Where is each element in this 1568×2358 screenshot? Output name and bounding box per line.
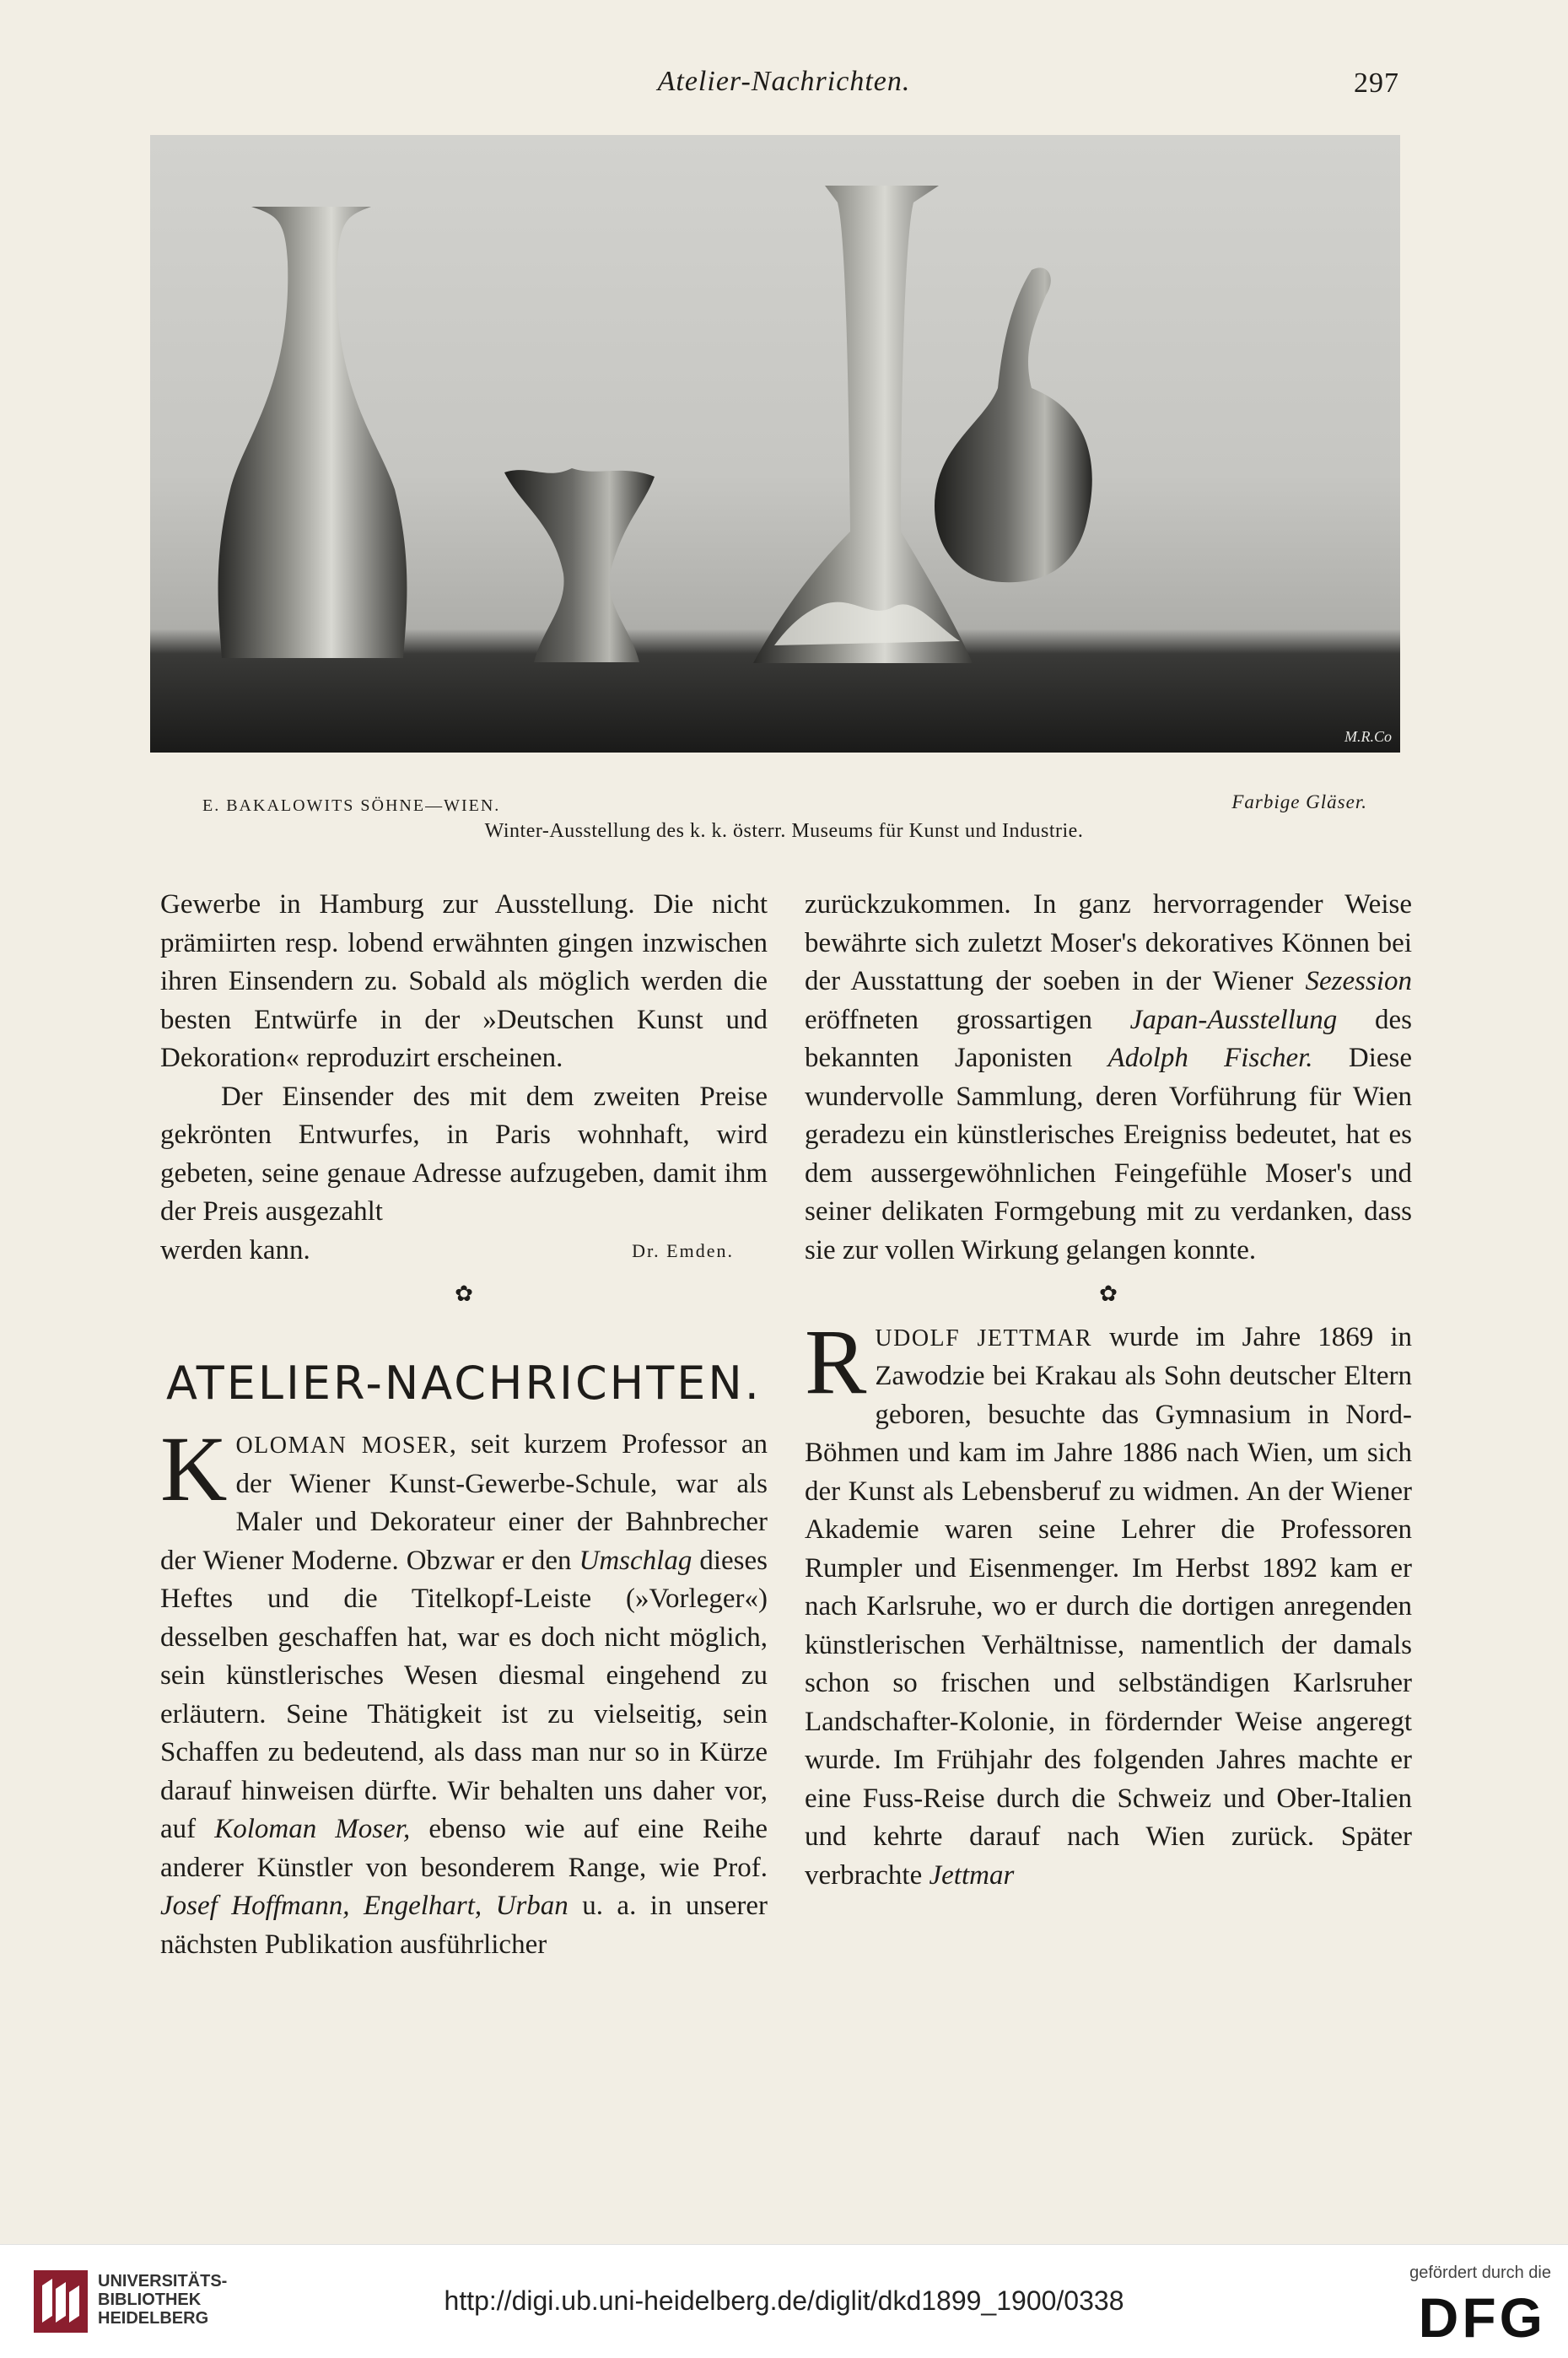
funding-note: gefördert durch die — [1409, 2264, 1551, 2282]
caption-maker: E. BAKALOWITS SÖHNE—WIEN. — [202, 796, 501, 815]
left-column-upper — [160, 886, 768, 1319]
paragraph: Der Einsender des mit dem zweiten Preise gekrönten Entwurfes, in Paris wohnhaft, wird gebeten, seine genaue Adresse aufzugeben, damit ihm der Preis ausgezahlt — [160, 1081, 768, 1227]
paragraph-moser — [160, 1417, 768, 1964]
italic-run: Jettmar — [929, 1859, 1015, 1891]
text-run: ebenso wie auf eine Reihe anderer Künstler von besonderem Range, wie Prof. — [160, 1814, 768, 1883]
italic-run: Koloman Moser, — [214, 1814, 411, 1844]
caption-title: Farbige Gläser. — [1231, 791, 1367, 812]
paragraph: Gewerbe in Hamburg zur Ausstellung. Die nicht prämiirten resp. lobend erwähnten gingen inzwischen ihren Einsendern zu. Sobald als möglich werden die besten Entwürfe in der »Deutschen Kunst und Dekoration« reproduzirt erscheinen. — [160, 889, 768, 1073]
caption-exhibition: Winter-Ausstellung des k. k. österr. Museums für Kunst und Industrie. — [484, 820, 1084, 842]
dfg-logo: DFG — [1418, 2286, 1546, 2349]
name-smallcaps: OLOMAN MOSER — [235, 1433, 450, 1459]
vases-illustration — [150, 135, 1400, 753]
right-column — [805, 886, 1412, 1895]
left-column-lower — [160, 1417, 768, 1964]
vase-ruffled — [504, 468, 655, 662]
paragraph-jettmar — [805, 1309, 1412, 1896]
library-name-line: BIBLIOTHEK — [98, 2291, 202, 2309]
drop-cap: K — [160, 1417, 228, 1520]
ornament-icon: ✿ — [455, 1282, 473, 1306]
text-run: Diese wundervolle Sammlung, deren Vorführung für Wien geradezu ein künstlerisches Ereigniss bedeutet, hat es dem aussergewöhnlichen Feingefühle Moser's und seiner delikaten Formgebung mit zu verdanken, dass sie zur vollen Wirkung gelangen konnte. — [805, 1043, 1412, 1265]
permalink[interactable]: http://digi.ub.uni-heidelberg.de/diglit/dkd1899_1900/0338 — [444, 2285, 1124, 2316]
text-run: wurde im Jahre 1869 in Zawodzie bei Krakau als Sohn deutscher Eltern geboren, besuchte das Gymnasium in Nord-Böhmen und kam im Jahre 1886 nach Wien, um sich der Kunst als Lebensberuf zu widmen. An der Wiener Akademie waren seine Lehrer die Professoren Rumpler und Eisenmenger. Im Herbst 1892 kam er nach Karlsruhe, wo er durch die dortigen anregenden künstlerischen Verhältnisse, namentlich der damals schon so frischen und selbständigen Karlsruher Landschafter-Kolonie, in fördernder Weise angeregt wurde. Im Frühjahr des folgenden Jahres machte er eine Fuss-Reise durch die Schweiz und Ober-Italien und kehrte darauf nach Wien zurück. Später verbrachte — [805, 1321, 1412, 1891]
section-title: ATELIER-NACHRICHTEN. — [166, 1357, 762, 1410]
italic-run: Umschlag — [579, 1545, 692, 1576]
text-run: zurückzukommen. In ganz hervorragender Weise bewährte sich zuletzt Moser's dekoratives Können bei der Ausstattung der soeben in der Wiener — [805, 889, 1412, 996]
italic-run: Adolph Fischer. — [1107, 1043, 1313, 1073]
vase-gourd — [935, 267, 1092, 582]
text-run: u. a. in unserer nächsten Publikation ausführlicher — [160, 1891, 768, 1960]
italic-run: Japan-Ausstellung — [1129, 1004, 1338, 1035]
drop-cap: R — [805, 1309, 867, 1413]
vases-photograph — [150, 135, 1400, 753]
vase-bell — [218, 207, 407, 658]
text-run: eröffneten grossartigen — [805, 1004, 1130, 1035]
running-title: Atelier-Nachrichten. — [657, 66, 911, 97]
italic-run: Josef Hoffmann, Engelhart, Urban — [160, 1891, 568, 1921]
text-run: , seit kurzem Professor an der Wiener Kunst-Gewerbe-Schule, war als Maler und Dekorateur einer der Bahnbrecher der Wiener Moderne. Obzwar er den — [160, 1429, 768, 1576]
vase-conical — [753, 186, 973, 663]
digitization-footer — [0, 2244, 1568, 2358]
paragraph — [805, 886, 1412, 1270]
name-smallcaps: UDOLF JETTMAR — [875, 1325, 1093, 1352]
ornament-icon: ✿ — [1099, 1282, 1118, 1306]
text-run: des bekannten Japonisten — [805, 1004, 1412, 1073]
paragraph-end: werden kann. — [160, 1234, 310, 1265]
italic-run: Sezession — [1305, 966, 1412, 996]
library-name-line: HEIDELBERG — [98, 2309, 209, 2328]
library-name-line: UNIVERSITÄTS- — [98, 2272, 228, 2291]
signature-line — [160, 1232, 768, 1271]
plate-monogram: M.R.Co — [1344, 728, 1392, 745]
text-run: dieses Heftes und die Titelkopf-Leiste (»Vorleger«) desselben geschaffen hat, war es doch nicht möglich, sein künstlerisches Wesen diesmal eingehend zu erläutern. Seine Thätigkeit ist zu vielseitig, sein Schaffen zu bedeutend, als dass man nur so in Kürze darauf hinweisen dürfte. Wir behalten uns daher vor, auf — [160, 1545, 768, 1844]
page-number: 297 — [1354, 67, 1399, 99]
signature: Dr. Emden. — [632, 1239, 734, 1261]
